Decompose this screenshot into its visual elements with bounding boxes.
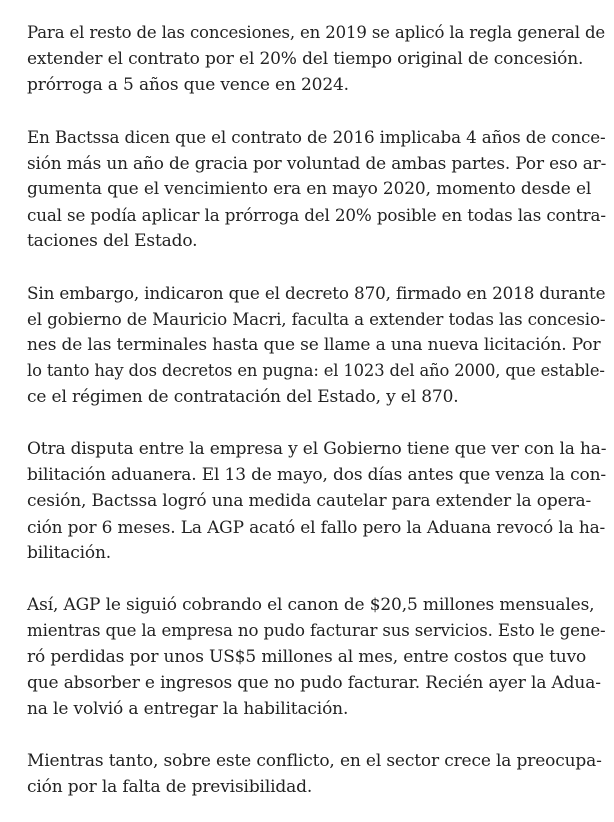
paragraph-line: nes de las terminales hasta que se llame a una nueva licitación. Por bbox=[27, 335, 601, 355]
article-paragraph bbox=[27, 436, 607, 566]
paragraph-line: sión más un año de gracia por voluntad de ambas partes. Por eso ar- bbox=[27, 153, 607, 173]
paragraph-line: Así, AGP le siguió cobrando el canon de $20,5 millones mensuales, bbox=[27, 595, 595, 615]
paragraph-line: na le volvió a entregar la habilitación. bbox=[27, 699, 349, 719]
paragraph-line: En Bactssa dicen que el contrato de 2016 implicaba 4 años de conce- bbox=[27, 127, 606, 147]
paragraph-line: prórroga a 5 años que vence en 2024. bbox=[27, 75, 349, 95]
paragraph-line: cesión, Bactssa logró una medida cautelar para extender la opera- bbox=[27, 491, 592, 511]
article-paragraph bbox=[27, 20, 606, 98]
paragraph-line: taciones del Estado. bbox=[27, 231, 198, 251]
paragraph-line: Otra disputa entre la empresa y el Gobierno tiene que ver con la ha- bbox=[27, 439, 607, 459]
paragraph-line: ción por 6 meses. La AGP acató el fallo pero la Aduana revocó la ha- bbox=[27, 517, 606, 537]
paragraph-line: extender el contrato por el 20% del tiempo original de concesión. bbox=[27, 49, 584, 69]
paragraph-line: ción por la falta de previsibilidad. bbox=[27, 777, 313, 797]
paragraph-line: el gobierno de Mauricio Macri, faculta a extender todas las concesio- bbox=[27, 309, 606, 329]
paragraph-line: Para el resto de las concesiones, en 2019 se aplicó la regla general de bbox=[27, 23, 606, 42]
paragraph-line: ró perdidas por unos US$5 millones al mes, entre costos que tuvo bbox=[27, 647, 587, 667]
paragraph-line: gumenta que el vencimiento era en mayo 2020, momento desde el bbox=[27, 179, 592, 199]
paragraph-line: Sin embargo, indicaron que el decreto 870, firmado en 2018 durante bbox=[27, 283, 606, 303]
article-paragraph bbox=[27, 280, 606, 410]
article-paragraph bbox=[27, 124, 607, 254]
paragraph-line: cual se podía aplicar la prórroga del 20% posible en todas las contra- bbox=[27, 205, 606, 225]
paragraph-line: Mientras tanto, sobre este conflicto, en el sector crece la preocupa- bbox=[27, 751, 602, 771]
paragraph-line: lo tanto hay dos decretos en pugna: el 1023 del año 2000, que estable- bbox=[27, 361, 605, 380]
paragraph-line: ce el régimen de contratación del Estado, y el 870. bbox=[27, 387, 459, 407]
paragraph-line: bilitación. bbox=[27, 543, 112, 563]
article-paragraph bbox=[27, 748, 602, 800]
paragraph-line: que absorber e ingresos que no pudo facturar. Recién ayer la Adua- bbox=[27, 673, 601, 693]
paragraph-line: mientras que la empresa no pudo facturar sus servicios. Esto le gene- bbox=[27, 621, 606, 640]
paragraph-line: bilitación aduanera. El 13 de mayo, dos días antes que venza la con- bbox=[27, 465, 606, 485]
article-paragraph bbox=[27, 592, 606, 722]
